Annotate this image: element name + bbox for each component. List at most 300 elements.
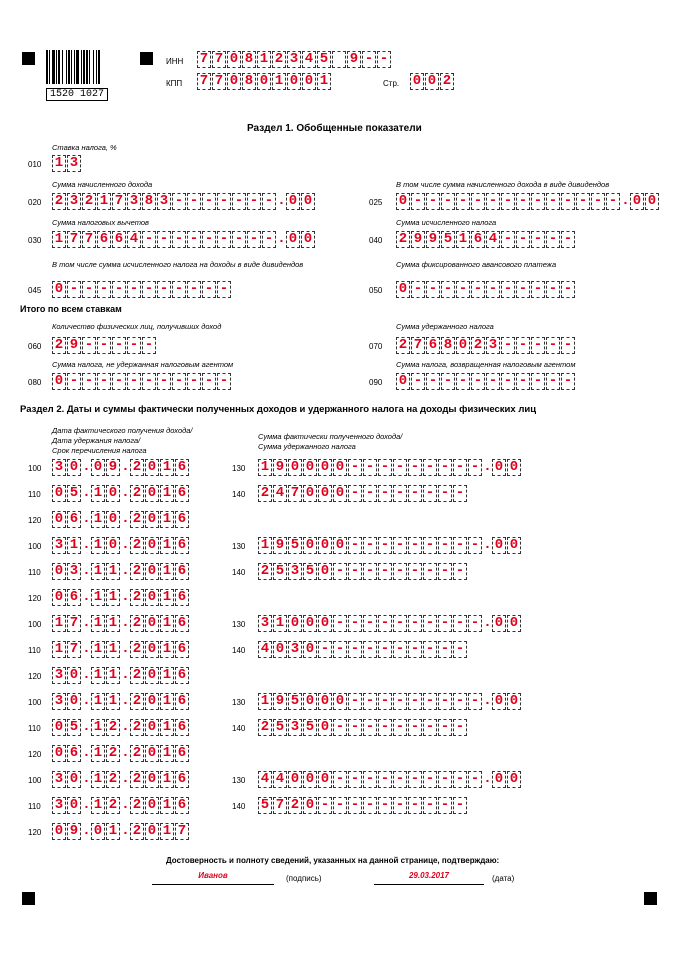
- char-cell: 5: [67, 485, 81, 502]
- char-cell: 6: [175, 589, 189, 606]
- char-cell: -: [561, 231, 575, 248]
- char-cell: -: [411, 373, 425, 390]
- char-cell: 0: [52, 485, 66, 502]
- char-cell: -: [142, 231, 156, 248]
- char-cell: 2: [272, 51, 286, 68]
- f020-cells: [52, 193, 316, 210]
- char-cell: -: [172, 193, 186, 210]
- date-dot: .: [82, 719, 91, 735]
- date-cells: [52, 459, 190, 476]
- char-cell: 0: [52, 563, 66, 580]
- char-cell: -: [546, 231, 560, 248]
- signer-name: Иванов: [198, 871, 228, 880]
- corner-marker: [644, 892, 657, 905]
- char-cell: -: [187, 193, 201, 210]
- char-cell: -: [127, 373, 141, 390]
- kpp-cells: [197, 73, 332, 90]
- barcode-bar: [66, 50, 67, 84]
- date-cells: [52, 667, 190, 684]
- char-cell: 1: [160, 745, 174, 762]
- char-cell: [332, 51, 346, 68]
- f030-label: Сумма налоговых вычетов: [52, 218, 149, 227]
- decimal-dot: .: [483, 615, 492, 631]
- row-code: 110: [28, 568, 41, 577]
- char-cell: 6: [175, 459, 189, 476]
- char-cell: 0: [318, 563, 332, 580]
- char-cell: -: [247, 231, 261, 248]
- char-cell: 0: [303, 459, 317, 476]
- f020-code: 020: [28, 198, 42, 207]
- amount-cells: [258, 459, 522, 476]
- char-cell: -: [468, 693, 482, 710]
- row-code: 130: [232, 620, 246, 629]
- date-cells: [52, 589, 190, 606]
- char-cell: 2: [130, 745, 144, 762]
- char-cell: -: [97, 281, 111, 298]
- char-cell: -: [202, 373, 216, 390]
- char-cell: -: [453, 459, 467, 476]
- f050-label: Сумма фиксированного авансового платежа: [396, 260, 557, 269]
- char-cell: -: [363, 719, 377, 736]
- char-cell: 0: [288, 771, 302, 788]
- char-cell: -: [501, 337, 515, 354]
- char-cell: -: [393, 459, 407, 476]
- char-cell: 6: [67, 589, 81, 606]
- barcode-bar: [98, 50, 100, 84]
- char-cell: 2: [130, 459, 144, 476]
- char-cell: 3: [52, 797, 66, 814]
- f045-label: В том числе сумма исчисленного налога на доходы в виде дивидендов: [52, 260, 304, 269]
- row-code: 130: [232, 464, 246, 473]
- barcode: [44, 50, 124, 100]
- char-cell: 3: [486, 337, 500, 354]
- char-cell: 0: [318, 771, 332, 788]
- char-cell: 1: [91, 563, 105, 580]
- char-cell: -: [157, 281, 171, 298]
- char-cell: -: [423, 459, 437, 476]
- char-cell: 0: [318, 719, 332, 736]
- char-cell: 0: [145, 771, 159, 788]
- char-cell: 7: [212, 73, 226, 90]
- char-cell: 0: [318, 615, 332, 632]
- char-cell: 4: [302, 51, 316, 68]
- char-cell: 0: [630, 193, 644, 210]
- char-cell: 6: [175, 563, 189, 580]
- char-cell: 6: [175, 719, 189, 736]
- char-cell: -: [377, 51, 391, 68]
- f090-code: 090: [369, 378, 383, 387]
- char-cell: -: [393, 641, 407, 658]
- row-code: 140: [232, 568, 246, 577]
- char-cell: 0: [286, 231, 300, 248]
- char-cell: 0: [396, 281, 410, 298]
- char-cell: -: [516, 231, 530, 248]
- char-cell: 3: [287, 51, 301, 68]
- char-cell: -: [453, 485, 467, 502]
- f060-cells: [52, 337, 157, 354]
- char-cell: 2: [130, 563, 144, 580]
- char-cell: -: [546, 373, 560, 390]
- barcode-bar: [46, 50, 48, 84]
- char-cell: 1: [160, 693, 174, 710]
- char-cell: 3: [288, 563, 302, 580]
- char-cell: 1: [106, 589, 120, 606]
- right-caption-1: Сумма фактически полученного дохода/: [258, 432, 403, 441]
- f025-cells: [396, 193, 660, 210]
- barcode-bar: [96, 50, 97, 84]
- char-cell: -: [546, 337, 560, 354]
- f040-label: Сумма исчисленного налога: [396, 218, 497, 227]
- char-cell: 1: [106, 823, 120, 840]
- char-cell: 3: [67, 155, 81, 172]
- char-cell: 4: [258, 771, 272, 788]
- char-cell: -: [262, 231, 276, 248]
- char-cell: 5: [288, 537, 302, 554]
- barcode-bar: [93, 50, 94, 84]
- char-cell: 7: [82, 231, 96, 248]
- f090-cells: [396, 373, 576, 390]
- char-cell: 0: [67, 771, 81, 788]
- char-cell: 0: [145, 641, 159, 658]
- char-cell: 0: [318, 693, 332, 710]
- char-cell: 0: [145, 589, 159, 606]
- amount-cells: [258, 485, 468, 502]
- char-cell: 1: [91, 641, 105, 658]
- char-cell: -: [82, 337, 96, 354]
- amount-cells: [258, 797, 468, 814]
- char-cell: 1: [106, 693, 120, 710]
- row-code: 100: [28, 698, 42, 707]
- char-cell: -: [202, 281, 216, 298]
- char-cell: 0: [456, 337, 470, 354]
- char-cell: 0: [333, 459, 347, 476]
- char-cell: -: [172, 373, 186, 390]
- char-cell: 0: [145, 459, 159, 476]
- date-dot: .: [121, 771, 130, 787]
- char-cell: -: [318, 797, 332, 814]
- sign-date: 29.03.2017: [408, 871, 450, 880]
- char-cell: -: [187, 373, 201, 390]
- corner-marker: [140, 52, 153, 65]
- char-cell: 1: [91, 615, 105, 632]
- char-cell: -: [516, 337, 530, 354]
- char-cell: 6: [426, 337, 440, 354]
- barcode-bar: [49, 50, 50, 84]
- char-cell: 2: [106, 797, 120, 814]
- char-cell: -: [348, 693, 362, 710]
- row-code: 130: [232, 776, 246, 785]
- char-cell: 0: [145, 693, 159, 710]
- char-cell: -: [501, 231, 515, 248]
- barcode-bar: [86, 50, 88, 84]
- char-cell: 1: [257, 51, 271, 68]
- name-line: [152, 884, 274, 885]
- row-code: 140: [232, 490, 246, 499]
- f060-label: Количество физических лиц, получивших доход: [52, 322, 222, 331]
- char-cell: -: [217, 373, 231, 390]
- char-cell: 0: [507, 771, 521, 788]
- char-cell: -: [438, 615, 452, 632]
- char-cell: -: [408, 641, 422, 658]
- char-cell: 6: [175, 667, 189, 684]
- char-cell: 1: [52, 641, 66, 658]
- amount-cells: [258, 771, 522, 788]
- char-cell: 0: [303, 693, 317, 710]
- f025-label: В том числе сумма начисленного дохода в виде дивидендов: [396, 180, 610, 189]
- f020-label: Сумма начисленного дохода: [52, 180, 153, 189]
- char-cell: -: [546, 193, 560, 210]
- char-cell: -: [426, 193, 440, 210]
- char-cell: -: [426, 373, 440, 390]
- left-caption-3: Срок перечисления налога: [52, 446, 147, 455]
- row-code: 130: [232, 698, 246, 707]
- char-cell: 1: [160, 719, 174, 736]
- date-cells: [52, 511, 190, 528]
- char-cell: 6: [175, 485, 189, 502]
- char-cell: -: [348, 563, 362, 580]
- amount-cells: [258, 537, 522, 554]
- char-cell: -: [363, 615, 377, 632]
- char-cell: -: [333, 719, 347, 736]
- char-cell: 3: [258, 615, 272, 632]
- char-cell: -: [363, 563, 377, 580]
- char-cell: 1: [258, 537, 272, 554]
- char-cell: 0: [507, 537, 521, 554]
- barcode-bar: [81, 50, 82, 84]
- char-cell: -: [348, 719, 362, 736]
- char-cell: 6: [175, 511, 189, 528]
- char-cell: 0: [67, 797, 81, 814]
- f010-code: 010: [28, 160, 42, 169]
- char-cell: 6: [175, 537, 189, 554]
- char-cell: -: [441, 281, 455, 298]
- f080-code: 080: [28, 378, 42, 387]
- char-cell: 2: [130, 511, 144, 528]
- char-cell: -: [232, 231, 246, 248]
- inn-label: ИНН: [166, 57, 184, 66]
- char-cell: 0: [396, 373, 410, 390]
- char-cell: 0: [91, 459, 105, 476]
- date-cells: [52, 537, 190, 554]
- char-cell: -: [378, 615, 392, 632]
- char-cell: 0: [145, 797, 159, 814]
- char-cell: 0: [303, 485, 317, 502]
- barcode-bar: [62, 50, 63, 84]
- barcode-bar: [74, 50, 75, 84]
- char-cell: 2: [130, 667, 144, 684]
- char-cell: 1: [52, 155, 66, 172]
- char-cell: 0: [333, 485, 347, 502]
- char-cell: 1: [160, 797, 174, 814]
- f050-cells: [396, 281, 576, 298]
- char-cell: 2: [130, 797, 144, 814]
- f025-code: 025: [369, 198, 383, 207]
- char-cell: -: [127, 281, 141, 298]
- char-cell: -: [438, 771, 452, 788]
- char-cell: 1: [106, 667, 120, 684]
- char-cell: -: [441, 193, 455, 210]
- char-cell: 5: [303, 719, 317, 736]
- char-cell: -: [393, 563, 407, 580]
- char-cell: 2: [258, 563, 272, 580]
- char-cell: 3: [127, 193, 141, 210]
- decimal-dot: .: [483, 771, 492, 787]
- char-cell: 0: [301, 231, 315, 248]
- char-cell: 1: [91, 693, 105, 710]
- char-cell: -: [561, 193, 575, 210]
- char-cell: -: [333, 615, 347, 632]
- char-cell: 1: [258, 693, 272, 710]
- barcode-number: 1520 1027: [46, 88, 108, 101]
- row-code: 120: [28, 672, 42, 681]
- char-cell: 3: [52, 771, 66, 788]
- barcode-bar: [56, 50, 57, 84]
- char-cell: 0: [303, 641, 317, 658]
- char-cell: 3: [52, 693, 66, 710]
- char-cell: -: [453, 537, 467, 554]
- char-cell: -: [561, 337, 575, 354]
- char-cell: 4: [486, 231, 500, 248]
- char-cell: 5: [288, 693, 302, 710]
- char-cell: 1: [160, 615, 174, 632]
- char-cell: 0: [303, 537, 317, 554]
- date-cells: [52, 797, 190, 814]
- char-cell: 0: [286, 193, 300, 210]
- date-cells: [52, 771, 190, 788]
- char-cell: -: [378, 459, 392, 476]
- char-cell: -: [468, 615, 482, 632]
- row-code: 120: [28, 828, 42, 837]
- char-cell: 1: [160, 537, 174, 554]
- char-cell: 6: [67, 745, 81, 762]
- char-cell: 0: [145, 719, 159, 736]
- char-cell: -: [247, 193, 261, 210]
- char-cell: 9: [426, 231, 440, 248]
- date-dot: .: [121, 797, 130, 813]
- date-cells: [52, 719, 190, 736]
- inn-cells: [197, 51, 392, 68]
- date-dot: .: [121, 459, 130, 475]
- char-cell: 5: [273, 719, 287, 736]
- char-cell: 1: [160, 667, 174, 684]
- char-cell: 9: [67, 337, 81, 354]
- char-cell: 9: [347, 51, 361, 68]
- char-cell: -: [393, 485, 407, 502]
- char-cell: 1: [52, 615, 66, 632]
- char-cell: -: [348, 771, 362, 788]
- char-cell: 8: [441, 337, 455, 354]
- date-line: [374, 884, 484, 885]
- char-cell: 2: [440, 73, 454, 90]
- char-cell: -: [456, 193, 470, 210]
- row-code: 130: [232, 542, 246, 551]
- char-cell: 7: [288, 485, 302, 502]
- decimal-dot: .: [277, 193, 286, 209]
- char-cell: 5: [67, 719, 81, 736]
- char-cell: 2: [471, 337, 485, 354]
- char-cell: 0: [301, 193, 315, 210]
- decimal-dot: .: [483, 459, 492, 475]
- char-cell: 7: [67, 231, 81, 248]
- char-cell: -: [172, 231, 186, 248]
- f080-cells: [52, 373, 232, 390]
- char-cell: -: [486, 281, 500, 298]
- char-cell: 1: [91, 771, 105, 788]
- char-cell: 7: [112, 193, 126, 210]
- char-cell: 6: [175, 745, 189, 762]
- char-cell: 0: [145, 823, 159, 840]
- date-dot: .: [121, 667, 130, 683]
- char-cell: -: [393, 693, 407, 710]
- char-cell: -: [348, 537, 362, 554]
- f030-cells: [52, 231, 316, 248]
- char-cell: -: [67, 373, 81, 390]
- char-cell: 9: [67, 823, 81, 840]
- char-cell: 9: [273, 459, 287, 476]
- char-cell: 0: [288, 615, 302, 632]
- char-cell: 2: [396, 231, 410, 248]
- char-cell: -: [438, 719, 452, 736]
- char-cell: -: [142, 337, 156, 354]
- char-cell: -: [408, 797, 422, 814]
- char-cell: 1: [160, 823, 174, 840]
- char-cell: -: [423, 615, 437, 632]
- f045-cells: [52, 281, 232, 298]
- char-cell: -: [456, 281, 470, 298]
- char-cell: 1: [67, 537, 81, 554]
- char-cell: 1: [91, 511, 105, 528]
- char-cell: -: [453, 563, 467, 580]
- char-cell: -: [393, 537, 407, 554]
- char-cell: -: [576, 193, 590, 210]
- char-cell: -: [333, 563, 347, 580]
- barcode-bar: [68, 50, 70, 84]
- char-cell: 0: [396, 193, 410, 210]
- char-cell: -: [423, 485, 437, 502]
- char-cell: -: [363, 485, 377, 502]
- date-cells: [52, 745, 190, 762]
- char-cell: 4: [273, 771, 287, 788]
- char-cell: 6: [175, 641, 189, 658]
- char-cell: 5: [317, 51, 331, 68]
- char-cell: -: [393, 615, 407, 632]
- char-cell: -: [438, 641, 452, 658]
- char-cell: 0: [288, 459, 302, 476]
- char-cell: -: [232, 193, 246, 210]
- char-cell: 0: [145, 537, 159, 554]
- char-cell: -: [378, 485, 392, 502]
- char-cell: 0: [507, 459, 521, 476]
- date-dot: .: [121, 823, 130, 839]
- char-cell: 0: [302, 73, 316, 90]
- char-cell: -: [453, 693, 467, 710]
- char-cell: -: [408, 563, 422, 580]
- barcode-bar: [71, 50, 72, 84]
- char-cell: -: [217, 231, 231, 248]
- char-cell: -: [423, 563, 437, 580]
- char-cell: 3: [67, 193, 81, 210]
- section2-title: Раздел 2. Даты и суммы фактически полученных доходов и удержанного налога на доходы физических лиц: [20, 404, 537, 415]
- char-cell: 1: [91, 667, 105, 684]
- char-cell: 7: [212, 51, 226, 68]
- char-cell: -: [97, 337, 111, 354]
- char-cell: -: [501, 281, 515, 298]
- char-cell: 2: [130, 589, 144, 606]
- char-cell: -: [468, 459, 482, 476]
- char-cell: -: [438, 537, 452, 554]
- char-cell: 0: [273, 641, 287, 658]
- date-cells: [52, 563, 190, 580]
